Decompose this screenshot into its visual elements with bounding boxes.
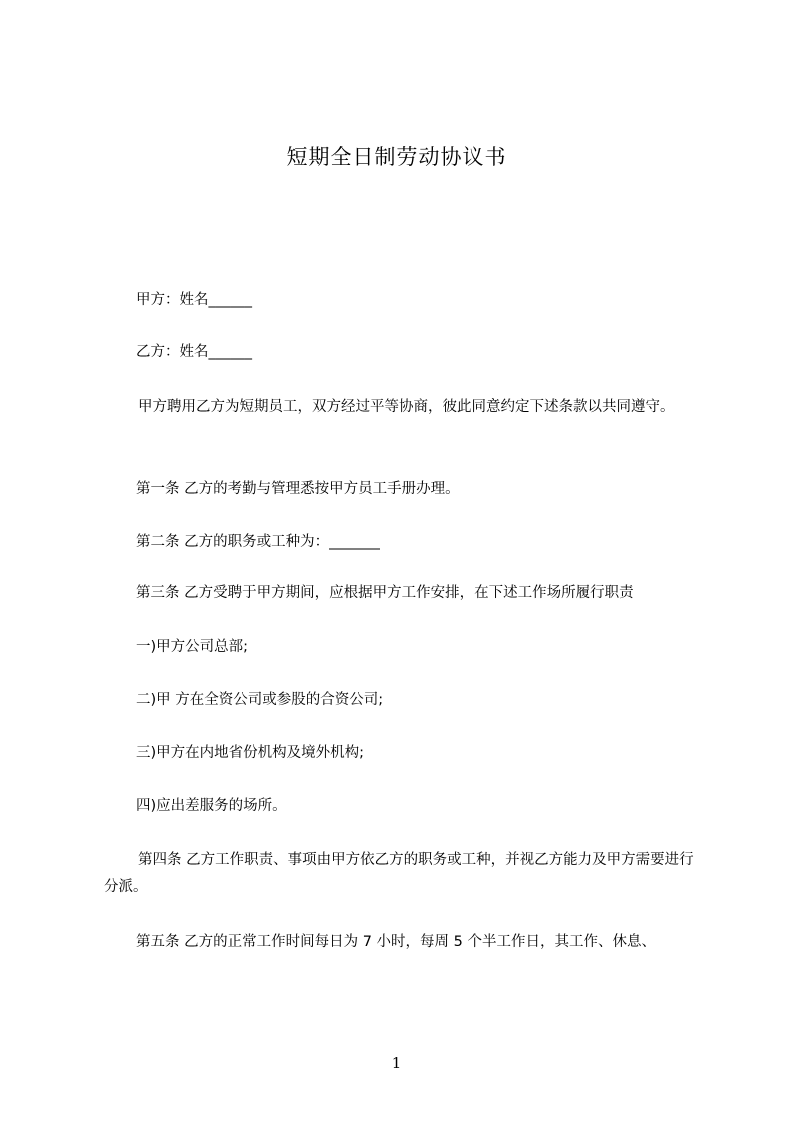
document-title: 短期全日制劳动协议书 <box>286 145 507 169</box>
page-number: 1 <box>391 1054 402 1072</box>
article-5: 第五条 乙方的正常工作时间每日为 7 小时，每周 5 个半工作日，其工作、休息、 <box>136 934 656 950</box>
preamble-paragraph: 甲方聘用乙方为短期员工，双方经过平等协商，彼此同意约定下述条款以共同遵守。 <box>138 399 675 415</box>
list-item-2: 二)甲 方在全资公司或参股的合资公司; <box>136 692 384 708</box>
list-item-4: 四)应出差服务的场所。 <box>136 798 287 814</box>
list-item-1: 一)甲方公司总部; <box>136 639 249 655</box>
article-3: 第三条 乙方受聘于甲方期间，应根据甲方工作安排，在下述工作场所履行职责 <box>136 585 634 601</box>
list-item-3: 三)甲方在内地省份机构及境外机构; <box>136 745 365 761</box>
party-b-line: 乙方：姓名______ <box>136 344 252 360</box>
article-1: 第一条 乙方的考勤与管理悉按甲方员工手册办理。 <box>136 481 460 497</box>
article-4: 第四条 乙方工作职责、事项由甲方依乙方的职务或工种，并视乙方能力及甲方需要进行分派。 <box>104 852 694 895</box>
party-a-line: 甲方：姓名______ <box>136 292 252 308</box>
article-2: 第二条 乙方的职务或工种为：_______ <box>136 534 380 550</box>
